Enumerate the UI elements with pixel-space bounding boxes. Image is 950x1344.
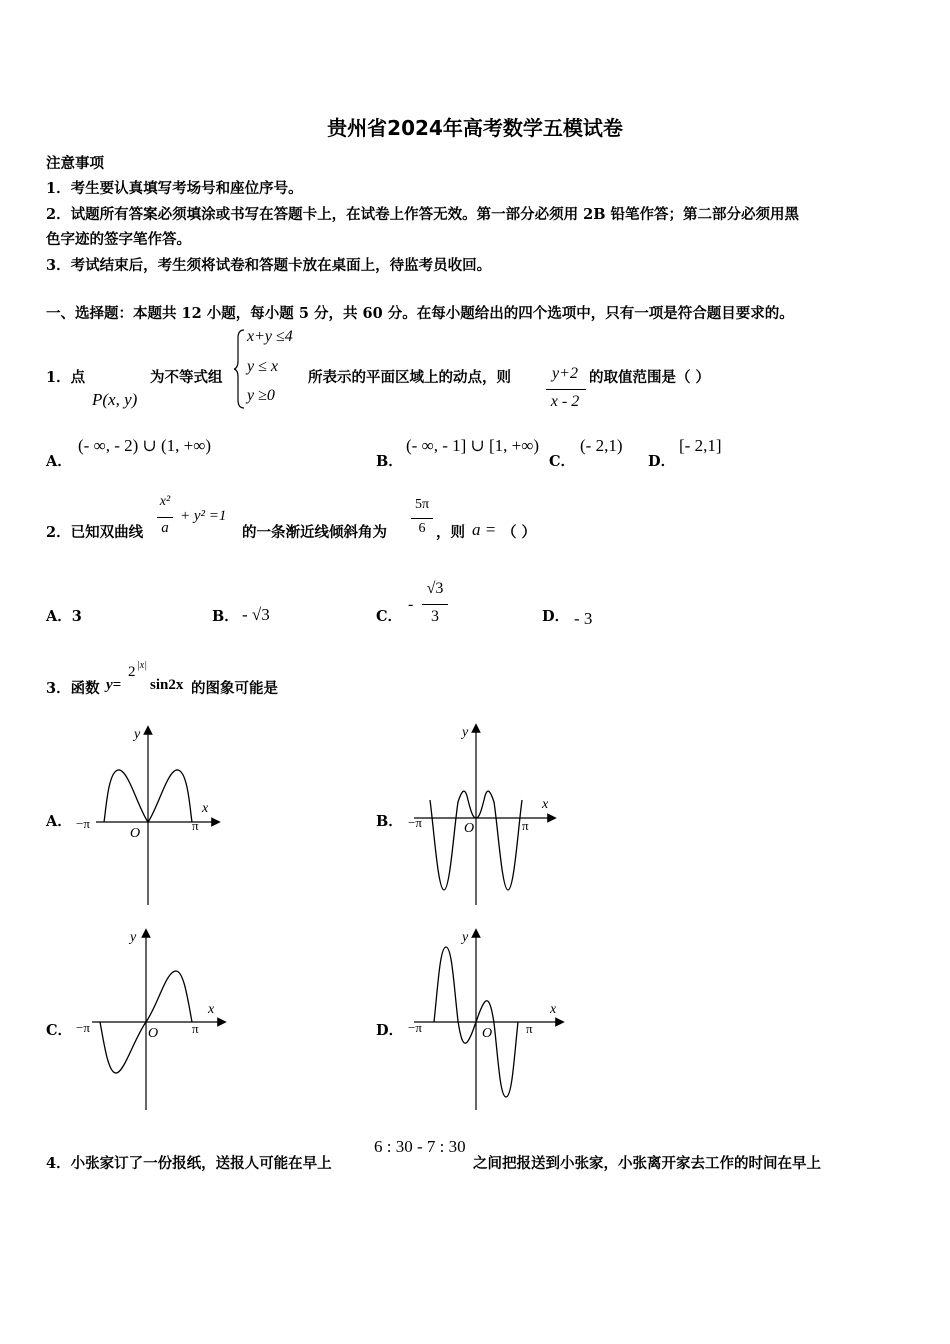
graph-a-y-label: y [134,727,141,742]
q3-text: 的图象可能是 [191,680,278,697]
q1-text-c: 的取值范围是（ ） [589,369,711,386]
q2-option-b-value: - √3 [242,605,270,624]
q1-option-b-label: B． [376,453,403,470]
q2-text-b: ，则 [436,524,465,541]
q2-angle-numerator: 5π [414,497,430,512]
q3-func-base: 2 [128,664,136,680]
q2-option-c-sign: - [408,596,414,613]
q3-func-y: y= [106,677,122,693]
graph-c-origin: O [148,1026,159,1041]
page-title: 贵州省2024年高考数学五模试卷 [327,116,623,140]
q1-system-line-2: y ≤ x [247,358,278,375]
q1-option-c-value: (- 2,1) [580,436,623,455]
graph-b-x-label: x [542,797,549,812]
graph-b-pi: π [522,818,529,833]
q4-text-a: 4．小张家订了一份报纸，送报人可能在早上 [46,1155,332,1172]
q3-option-c-label: C． [46,1022,73,1039]
graph-d-origin: O [482,1026,493,1041]
q1-option-d-label: D． [648,453,676,470]
q3-graph-c [70,925,230,1115]
q3-graph-a [70,720,230,910]
q1-text-b: 所表示的平面区域上的动点，则 [308,369,511,386]
q1-option-c-label: C． [549,453,576,470]
q3-func-exponent: |x| [137,660,147,671]
q3-graph-b [400,720,570,910]
q3-graph-d [400,925,570,1115]
q2-option-b-label: B． [212,608,239,625]
q3-option-d-label: D． [376,1022,404,1039]
q2-option-c-numerator: √3 [426,580,444,597]
graph-b-origin: O [464,821,475,836]
q2-option-c-bar [422,604,448,605]
graph-c-y-label: y [130,930,137,945]
q1-option-a-label: A． [46,453,72,470]
q3-option-b-label: B． [376,813,403,830]
section-heading: 一、选择题：本题共 12 小题，每小题 5 分，共 60 分。在每小题给出的四个选项中，只有一项是符合题目要求的。 [46,305,794,322]
q2-option-a: A．3 [46,608,82,625]
graph-b-neg-pi: −π [408,815,422,830]
q2-option-d-value: - 3 [574,609,593,628]
q1-fraction-bar [546,389,586,390]
q1-option-b-value: (- ∞, - 1] ∪ [1, +∞) [406,436,540,455]
q2-eq-denominator: a [161,520,169,536]
q2-option-d-label: D． [542,608,570,625]
q2-angle-denominator: 6 [418,521,426,536]
graph-a-x-label: x [202,801,209,816]
q1-number: 1．点 [46,369,86,386]
graph-c-neg-pi: −π [76,1020,90,1035]
q3-option-a-label: A． [46,813,72,830]
q1-option-d-value: [- 2,1] [679,436,722,455]
q4-text-b: 之间把报送到小张家，小张离开家去工作的时间在早上 [473,1155,821,1172]
q4-time: 6 : 30 - 7 : 30 [374,1137,466,1156]
notice-item-3: 3．考试结束后，考生须将试卷和答题卡放在桌面上，待监考员收回。 [46,257,492,274]
q2-eq-numerator: x² [159,494,171,509]
notice-item-1: 1．考生要认真填写考场号和座位序号。 [46,180,303,197]
q2-eq-bar [157,517,173,518]
q2-option-c-denominator: 3 [431,608,439,625]
q1-system-brace [234,328,246,410]
q1-system-line-3: y ≥0 [247,387,275,404]
q1-system-line-1: x+y ≤4 [247,328,293,345]
graph-d-neg-pi: −π [408,1020,422,1035]
q1-fraction-denominator: x - 2 [550,393,580,410]
q2-text-a: 的一条渐近线倾斜角为 [242,524,387,541]
q1-text-a: 为不等式组 [150,369,223,386]
q1-option-a-value: (- ∞, - 2) ∪ (1, +∞) [78,436,212,455]
q2-eq-rest: + y² =1 [180,508,227,524]
q3-number: 3．函数 [46,680,100,697]
q1-point: P(x, y) [92,390,138,409]
q2-option-c-label: C． [376,608,403,625]
graph-d-y-label: y [462,930,469,945]
graph-a-origin: O [130,826,141,841]
notice-heading: 注意事项 [46,155,104,172]
q1-fraction-numerator: y+2 [552,365,578,382]
q2-number: 2．已知双曲线 [46,524,144,541]
graph-d-pi: π [526,1021,533,1036]
q3-func-rest: sin2x [150,677,184,693]
graph-b-y-label: y [462,725,469,740]
graph-d-x-label: x [550,1002,557,1017]
q2-text-c: （ ） [502,524,537,541]
q2-angle-bar [411,518,433,519]
notice-item-2: 2．试题所有答案必须填涂或书写在答题卡上，在试卷上作答无效。第一部分必须用 2B 铅笔作答；第二部分必须用黑 [46,206,800,223]
graph-a-neg-pi: −π [76,816,90,831]
graph-c-x-label: x [208,1002,215,1017]
graph-a-pi: π [192,818,199,833]
notice-item-2-cont: 色字迹的签字笔作答。 [46,231,191,248]
q2-variable: a = [472,520,497,539]
graph-c-pi: π [192,1021,199,1036]
